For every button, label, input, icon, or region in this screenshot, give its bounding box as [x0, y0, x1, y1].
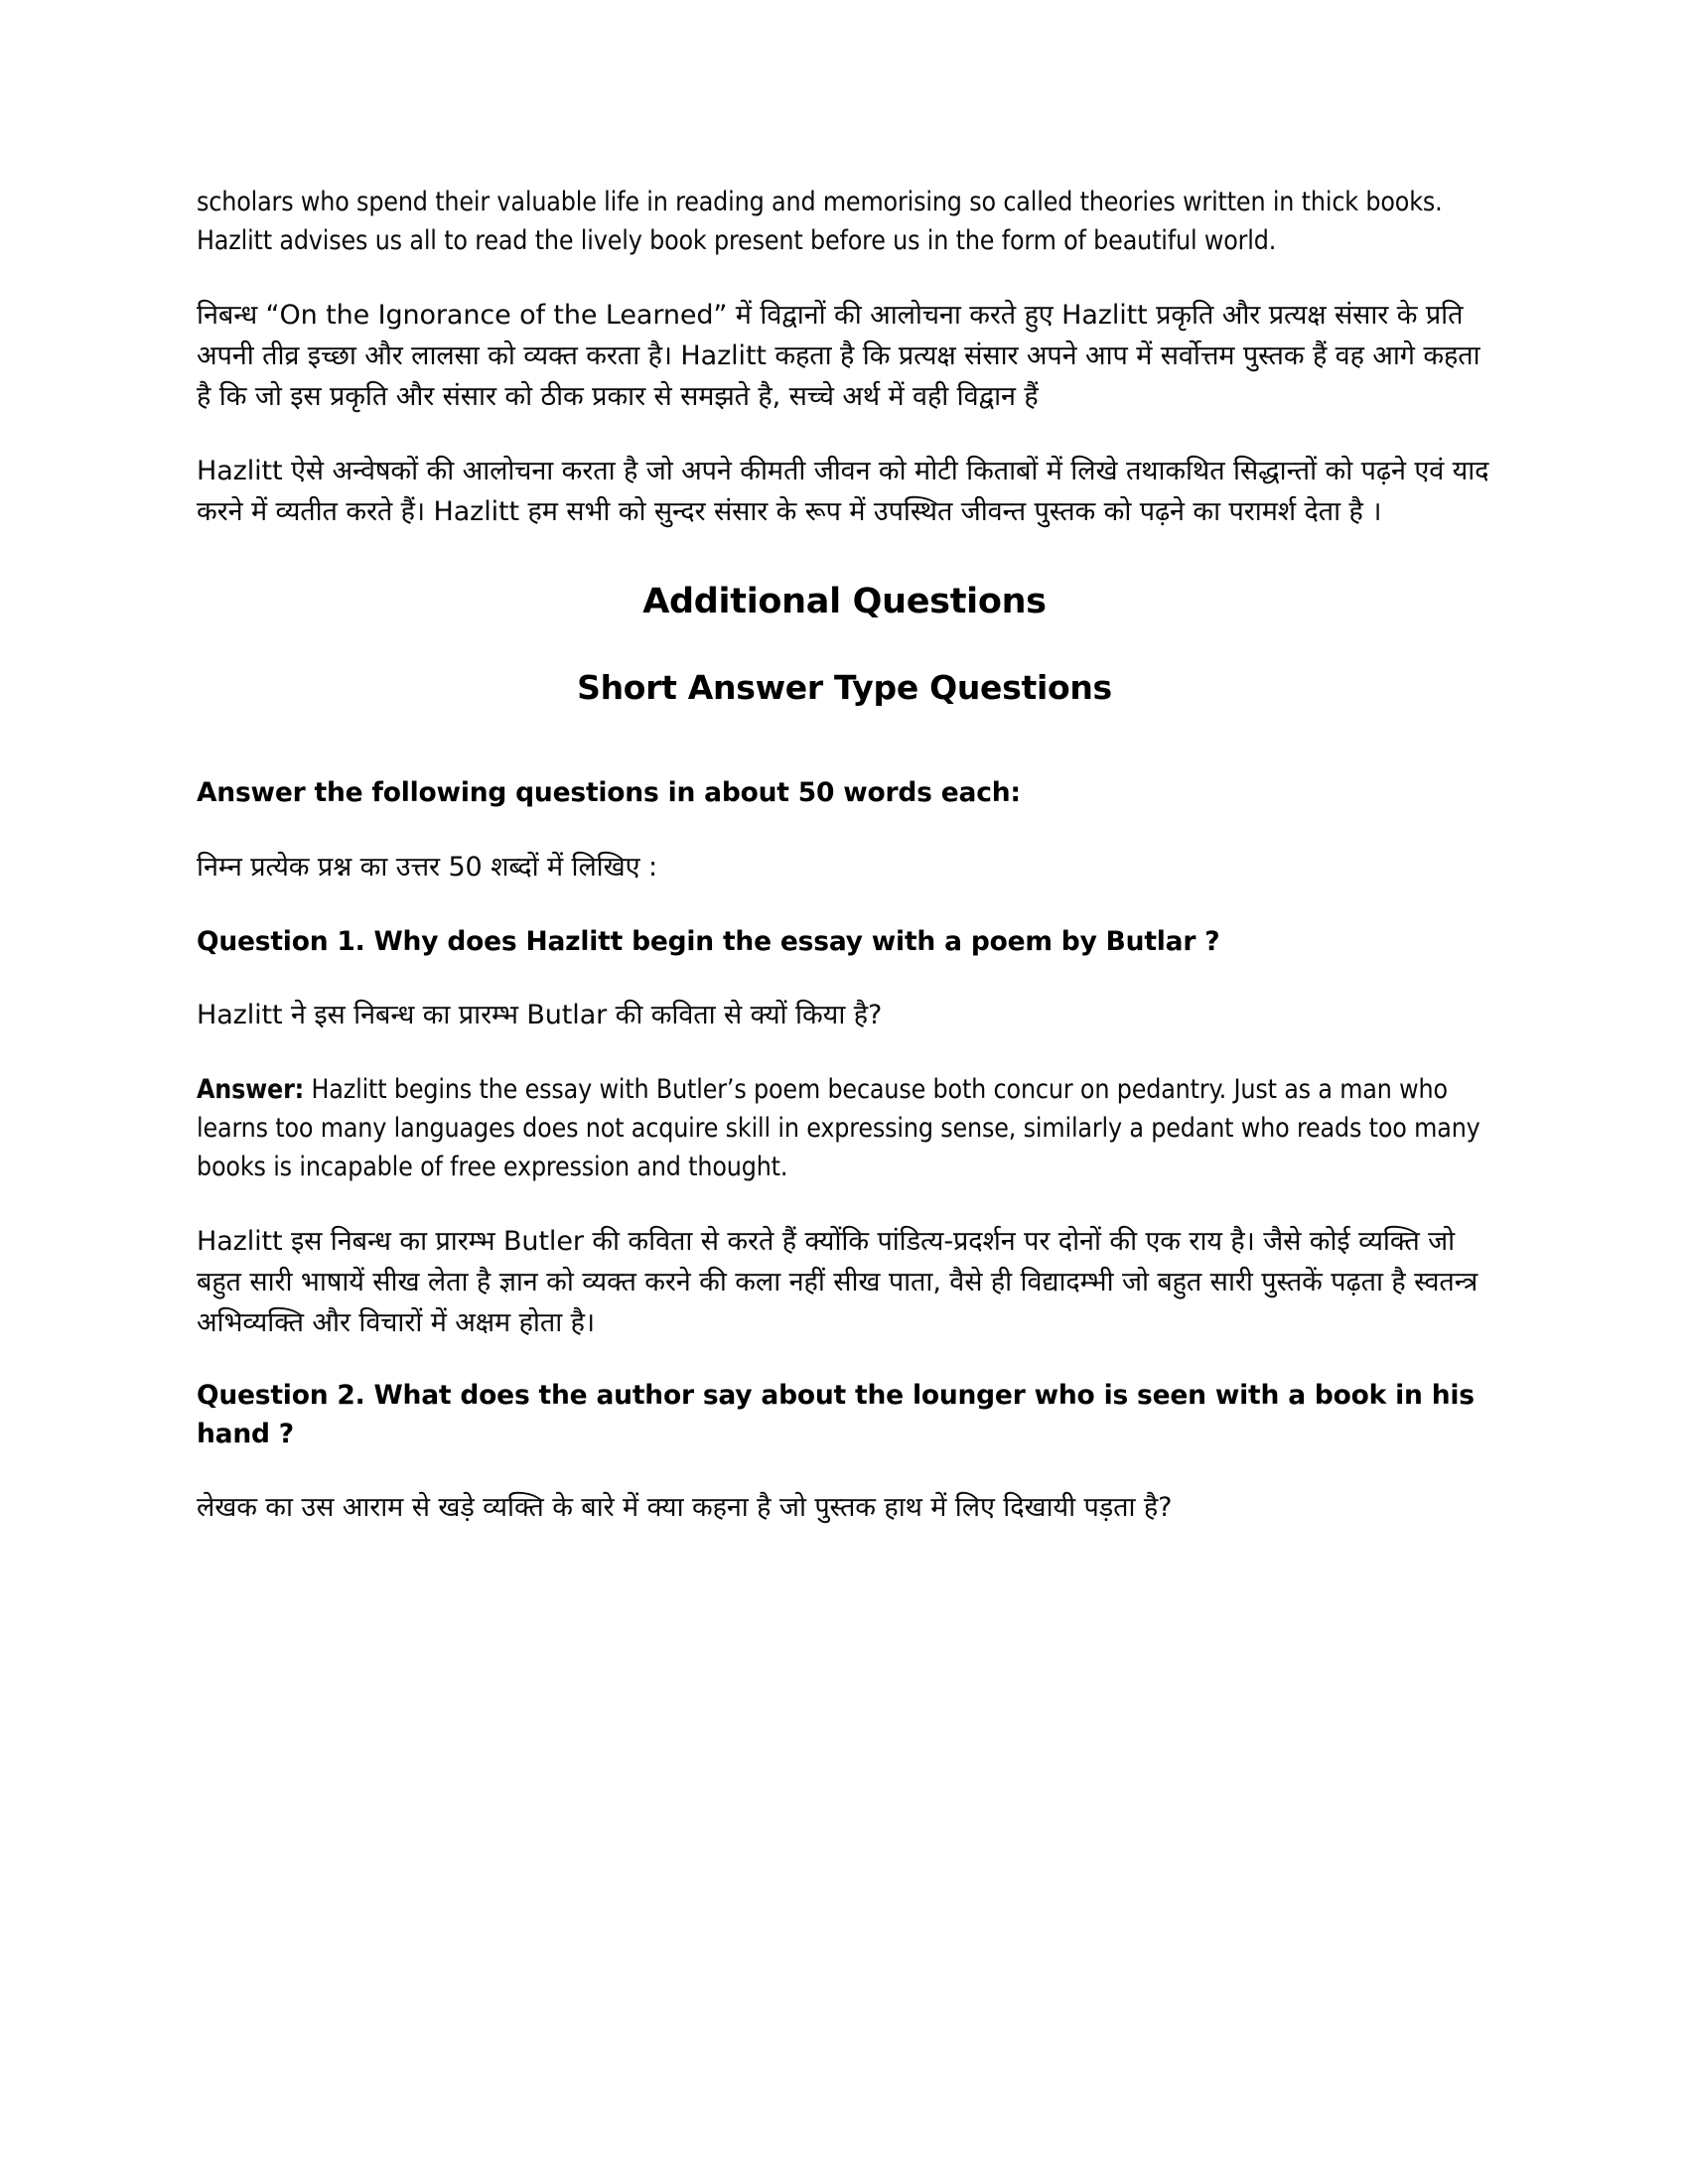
- heading-additional-questions: Additional Questions: [642, 582, 1047, 622]
- answer-1-label: Answer:: [197, 1074, 305, 1106]
- instruction-english: Answer the following questions in about 50 words each:: [197, 777, 1021, 809]
- question-1-hindi: Hazlitt ने इस निबन्ध का प्रारम्भ Butlar की कविता से क्यों किया है?: [197, 1000, 883, 1031]
- question-2-hindi: लेखक का उस आराम से खड़े व्यक्ति के बारे में क्या कहना है जो पुस्तक हाथ में लिए दिखायी पड़ता है?: [197, 1492, 1173, 1524]
- answer-1-hindi: Hazlitt इस निबन्ध का प्रारम्भ Butler की कविता से करते हैं क्योंकि पांडित्य-प्रदर्शन पर दोनों की एक राय है। जैसे कोई व्यक्ति जो बहुत सारी भाषायें सीख लेता है ज्ञान को व्यक्त करने की कला नहीं सीख पाता, वैसे ही विद्यादम्भी जो बहुत सारी पुस्तकें पढ़ता है स्वतन्त्र अभिव्यक्ति और विचारों में अक्षम होता है।: [197, 1226, 1478, 1339]
- paragraph-english-intro: scholars who spend their valuable life in reading and memorising so called theories written in thick books. Hazlitt advises us all to read the lively book present before us in the form of beautiful world.: [197, 187, 1443, 256]
- document-content: [197, 184, 1492, 1564]
- question-2-english: Question 2. What does the author say about the lounger who is seen with a book in his hand ?: [197, 1380, 1475, 1449]
- paragraph-hindi-ignorance-of-the-learned: निबन्ध “On the Ignorance of the Learned” में विद्वानों की आलोचना करते हुए Hazlitt प्रकृति और प्रत्यक्ष संसार के प्रति अपनी तीव्र इच्छा और लालसा को व्यक्त करता है। Hazlitt कहता है कि प्रत्यक्ष संसार अपने आप में सर्वोत्तम पुस्तक हैं वह आगे कहता है कि जो इस प्रकृति और संसार को ठीक प्रकार से समझते है, सच्चे अर्थ में वही विद्वान हैं: [197, 299, 1480, 412]
- question-1-english: Question 1. Why does Hazlitt begin the essay with a poem by Butlar ?: [197, 925, 1220, 957]
- instruction-hindi: निम्न प्रत्येक प्रश्न का उत्तर 50 शब्दों में लिखिए :: [197, 851, 657, 883]
- answer-1-paragraph: [197, 1071, 1492, 1187]
- heading-short-answer-type-questions: Short Answer Type Questions: [577, 667, 1112, 707]
- paragraph-hindi-hazlitt-criticism: Hazlitt ऐसे अन्वेषकों की आलोचना करता है जो अपने कीमती जीवन को मोटी किताबों में लिखे तथाकथित सिद्धान्तों को पढ़ने एवं याद करने में व्यतीत करते हैं। Hazlitt हम सभी को सुन्दर संसार के रूप में उपस्थित जीवन्त पुस्तक को पढ़ने का परामर्श देता है ।: [197, 456, 1489, 528]
- heading-spacer: [197, 709, 1492, 774]
- answer-1-english-text: Hazlitt begins the essay with Butler’s poem because both concur on pedantry. Just as a man who learns too many languages does not acquire skill in expressing sense, similarly a pedant who reads too many books is incapable of free expression and thought.: [197, 1074, 1480, 1183]
